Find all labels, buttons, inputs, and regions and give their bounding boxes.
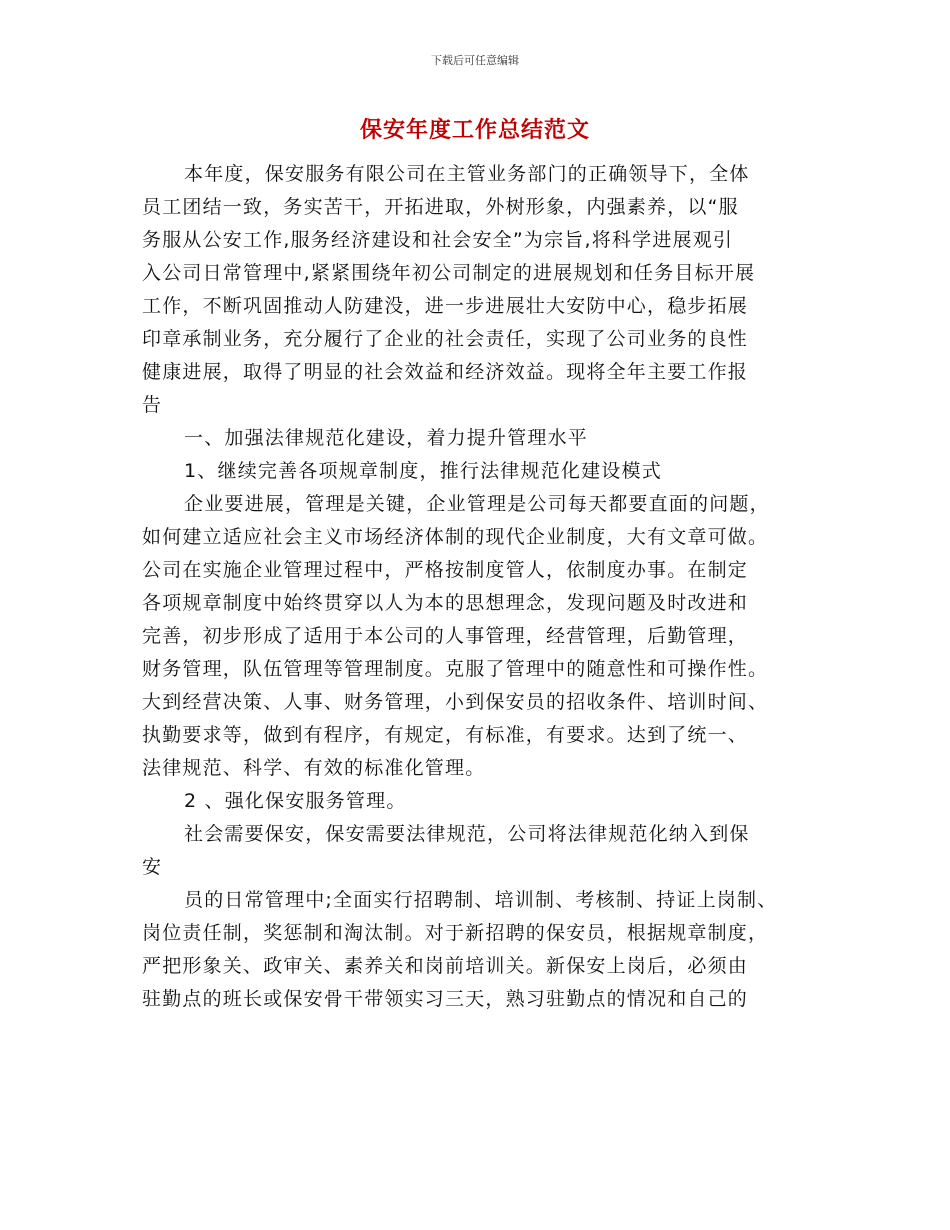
text-line: 1、继续完善各项规章制度，推行法律规范化建设模式 bbox=[184, 460, 662, 482]
text-line: 法律规范、科学、有效的标准化管理。 bbox=[142, 757, 486, 779]
text-line: 工作，不断巩固推动人防建没，进一步进展壮大安防中心，稳步拓展 bbox=[142, 295, 749, 317]
text-line: 社会需要保安，保安需要法律规范，公司将法律规范化纳入到保 bbox=[184, 823, 750, 845]
text-line: 执勤要求等，做到有程序，有规定，有标准，有要求。达到了统一、 bbox=[142, 724, 749, 746]
text-line: 大到经营决策、人事、财务管理，小到保安员的招收条件、培训时间、 bbox=[142, 691, 769, 713]
text-line: 公司在实施企业管理过程中，严格按制度管人，依制度办事。在制定 bbox=[142, 559, 749, 581]
text-line: 企业要进展，管理是关键，企业管理是公司每天都要直面的问题， bbox=[184, 493, 770, 515]
text-line: 员工团结一致，务实苦干，开拓进取，外树形象，内强素养，以“服 bbox=[142, 196, 739, 218]
text-line: 入公司日常管理中,紧紧围绕年初公司制定的进展规划和任务目标开展 bbox=[142, 262, 756, 284]
text-line: 岗位责任制，奖惩制和淘汰制。对于新招聘的保安员，根据规章制度， bbox=[142, 922, 769, 944]
document-title: 保安年度工作总结范文 bbox=[359, 118, 590, 143]
text-line: 告 bbox=[142, 394, 163, 416]
text-line: 员的日常管理中;全面实行招聘制、培训制、考核制、持证上岗制、 bbox=[184, 889, 778, 911]
text-line: 一、加强法律规范化建设，着力提升管理水平 bbox=[184, 427, 589, 449]
text-line: 本年度，保安服务有限公司在主管业务部门的正确领导下，全体 bbox=[184, 163, 750, 185]
text-line: 安 bbox=[142, 856, 163, 878]
document-body bbox=[142, 158, 822, 1016]
text-line: 严把形象关、政审关、素养关和岗前培训关。新保安上岗后，必须由 bbox=[142, 955, 749, 977]
text-line: 各项规章制度中始终贯穿以人为本的思想理念，发现问题及时改进和 bbox=[142, 592, 749, 614]
text-line: 务服从公安工作,服务经济建设和社会安全”为宗旨,将科学进展观引 bbox=[142, 229, 734, 251]
text-line: 完善，初步形成了适用于本公司的人事管理，经营管理，后勤管理， bbox=[142, 625, 749, 647]
text-line: 财务管理，队伍管理等管理制度。克服了管理中的随意性和可操作性。 bbox=[142, 658, 769, 680]
text-line: 2 、强化保安服务管理。 bbox=[184, 790, 407, 812]
text-line: 驻勤点的班长或保安骨干带领实习三天，熟习驻勤点的情况和自己的 bbox=[142, 988, 749, 1010]
text-line: 健康进展，取得了明显的社会效益和经济效益。现将全年主要工作报 bbox=[142, 361, 749, 383]
text-line: 印章承制业务，充分履行了企业的社会责任，实现了公司业务的良性 bbox=[142, 328, 749, 350]
header-note: 下载后可任意编辑 bbox=[431, 54, 519, 67]
text-line: 如何建立适应社会主义市场经济体制的现代企业制度，大有文章可做。 bbox=[142, 526, 769, 548]
